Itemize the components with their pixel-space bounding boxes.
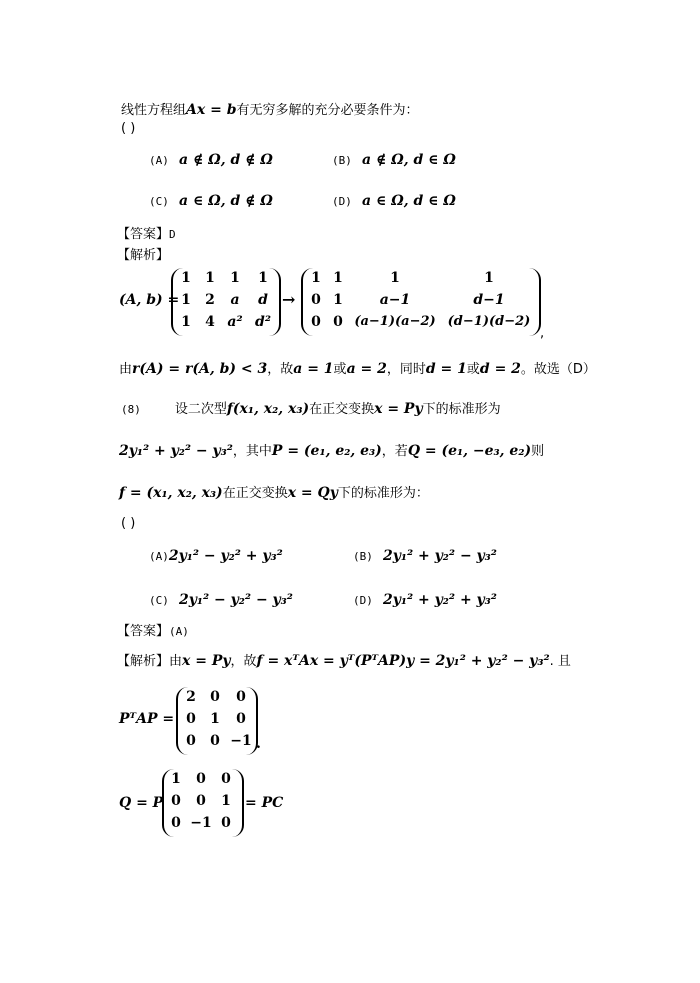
matrix-cell: −1 (230, 733, 252, 749)
q7-answer-value: D (169, 228, 176, 241)
q8-option-b-label: (B) (353, 550, 373, 563)
matrix-cell: 0 (236, 689, 246, 705)
q8-option-a-math: 2y₁² − y₂² + y₃² (168, 548, 283, 564)
matrix-cell: 1 (333, 270, 343, 286)
matrix-cell: 0 (221, 815, 231, 831)
matrix-cell: 2 (186, 689, 196, 705)
q8-option-b (353, 545, 497, 564)
math: P = (e₁, e₂, e₃) (271, 443, 382, 459)
q7-option-d-label: (D) (332, 195, 352, 208)
rank-math: r(A) = r(A, b) < 3 (132, 361, 268, 377)
matrix-cell: 1 (390, 270, 400, 286)
matrix-cell: 0 (210, 733, 220, 749)
q7-stem-text-b: 有无穷多解的充分必要条件为： (236, 103, 419, 118)
matrix-cell: 1 (333, 292, 343, 308)
matrix-cell: 1 (311, 270, 321, 286)
q7-option-b-math: a ∉ Ω, d ∈ Ω (362, 152, 456, 168)
matrix-cell: 1 (205, 270, 215, 286)
q7-option-c (149, 190, 273, 209)
q8-option-a (149, 545, 283, 564)
text: 由 (169, 654, 183, 669)
matrix-cell: 1 (258, 270, 268, 286)
q7-option-c-math: a ∈ Ω, d ∉ Ω (179, 193, 273, 209)
q7-option-d-math: a ∈ Ω, d ∈ Ω (362, 193, 456, 209)
q8-matrix-ptap (176, 687, 258, 755)
q8-stem-line-1 (121, 398, 501, 417)
text: 下的标准形为： (337, 486, 429, 501)
text: 在正交变换 (222, 486, 288, 501)
matrix-cell: a² (227, 314, 243, 330)
math: d = 1 (425, 361, 467, 377)
q8-analysis-line (117, 650, 571, 669)
q7-answer-label: 【答案】 (117, 227, 170, 242)
text: 则 (531, 444, 545, 459)
q8-option-c-math: 2y₁² − y₂² − y₃² (179, 592, 293, 608)
q8-ptap-period: . (256, 736, 261, 752)
matrix-cell: 0 (171, 793, 181, 809)
q8-blank-paren: ( ) (121, 516, 136, 531)
text: 设二次型 (174, 402, 227, 417)
q8-option-c-label: (C) (149, 594, 169, 607)
math: a = 2 (346, 361, 387, 377)
q8-answer-value: (A) (169, 625, 189, 638)
matrix-cell: 1 (484, 270, 494, 286)
q7-matrix-reduced (301, 268, 541, 336)
q7-option-c-label: (C) (149, 195, 169, 208)
q7-stem-math: Ax = b (186, 102, 237, 118)
q7-option-a-label: (A) (149, 154, 169, 167)
matrix-cell: 0 (221, 771, 231, 787)
q8-number: (8) (121, 403, 141, 416)
math: f(x₁, x₂, x₃) (226, 401, 310, 417)
text: 在正交变换 (309, 402, 375, 417)
q8-answer-label: 【答案】 (117, 624, 170, 639)
text: ，其中 (232, 444, 272, 459)
matrix-cell: 1 (230, 270, 240, 286)
matrix-cell: 4 (205, 314, 215, 330)
q7-option-d (332, 190, 456, 209)
math: Q = (e₁, −e₃, e₂) (407, 443, 532, 459)
q7-blank-paren: ( ) (121, 121, 136, 136)
matrix-cell: 0 (196, 771, 206, 787)
matrix-cell: 1 (181, 270, 191, 286)
q7-option-a (149, 149, 273, 168)
q7-stem-text-a: 线性方程组 (121, 103, 187, 118)
q7-matrix-comma: , (540, 326, 545, 341)
math: x = Py (182, 653, 231, 669)
matrix-cell: 0 (171, 815, 181, 831)
q8-q-rhs: = PC (245, 795, 284, 811)
q8-option-d-math: 2y₁² + y₂² + y₃² (383, 592, 497, 608)
q7-stem (121, 99, 419, 118)
matrix-cell: 0 (311, 292, 321, 308)
q8-ptap-lhs: PᵀAP = (119, 711, 175, 727)
q8-option-b-math: 2y₁² + y₂² − y₃² (383, 548, 497, 564)
text: ，若 (381, 444, 408, 459)
matrix-cell: 0 (186, 733, 196, 749)
matrix-cell: 0 (236, 711, 246, 727)
math: x = Qy (287, 485, 338, 501)
matrix-cell: 1 (221, 793, 231, 809)
text: ，故 (267, 362, 294, 377)
text: 。故选（D） (520, 362, 596, 377)
q7-option-a-math: a ∉ Ω, d ∉ Ω (179, 152, 273, 168)
q8-option-a-label: (A) (149, 550, 169, 563)
matrix-cell: 1 (181, 314, 191, 330)
matrix-cell: 0 (333, 314, 343, 330)
text: ，同时 (386, 362, 426, 377)
q7-option-b (332, 149, 456, 168)
matrix-cell: 0 (196, 793, 206, 809)
q8-matrix-c (162, 769, 244, 837)
matrix-cell: 0 (186, 711, 196, 727)
text: . 且 (549, 654, 571, 669)
matrix-cell: 1 (210, 711, 220, 727)
math: f = xᵀAx = yᵀ(PᵀAP)y = 2y₁² + y₂² − y₃² (256, 653, 550, 669)
q7-matrix-augmented (171, 268, 281, 336)
q8-stem-line-2 (119, 440, 544, 459)
text: 或 (333, 362, 347, 377)
q8-answer (117, 620, 189, 639)
matrix-cell: 2 (205, 292, 215, 308)
matrix-cell: 0 (311, 314, 321, 330)
q8-q-lhs: Q = P (119, 795, 164, 811)
q8-stem-line-3 (119, 482, 429, 501)
matrix-cell: d (258, 292, 268, 308)
text: ，故 (230, 654, 257, 669)
q7-answer (117, 223, 176, 242)
matrix-cell: d−1 (473, 292, 505, 308)
q7-transform-arrow: → (282, 290, 296, 309)
q7-analysis-label: 【解析】 (117, 248, 170, 263)
matrix-cell: 1 (181, 292, 191, 308)
math: 2y₁² + y₂² − y₃² (119, 443, 233, 459)
matrix-cell: a−1 (379, 292, 411, 308)
matrix-cell: (a−1)(a−2) (354, 314, 436, 329)
q7-option-b-label: (B) (332, 154, 352, 167)
matrix-cell: 1 (171, 771, 181, 787)
matrix-cell: 0 (210, 689, 220, 705)
math: d = 2 (479, 361, 521, 377)
q7-rank-conclusion (119, 358, 596, 377)
text: 由 (119, 362, 133, 377)
q7-augmented-lhs: (A, b) = (119, 292, 180, 308)
math: x = Py (374, 401, 423, 417)
q8-analysis-label: 【解析】 (117, 654, 170, 669)
matrix-cell: a (230, 292, 240, 308)
q8-option-d-label: (D) (353, 594, 373, 607)
q8-option-d (353, 589, 497, 608)
text: 下的标准形为 (422, 402, 501, 417)
q8-option-c (149, 589, 293, 608)
math: a = 1 (293, 361, 334, 377)
text: 或 (466, 362, 480, 377)
matrix-cell: (d−1)(d−2) (447, 314, 531, 329)
matrix-cell: −1 (190, 815, 212, 831)
matrix-cell: d² (255, 314, 271, 330)
math: f = (x₁, x₂, x₃) (119, 485, 223, 501)
